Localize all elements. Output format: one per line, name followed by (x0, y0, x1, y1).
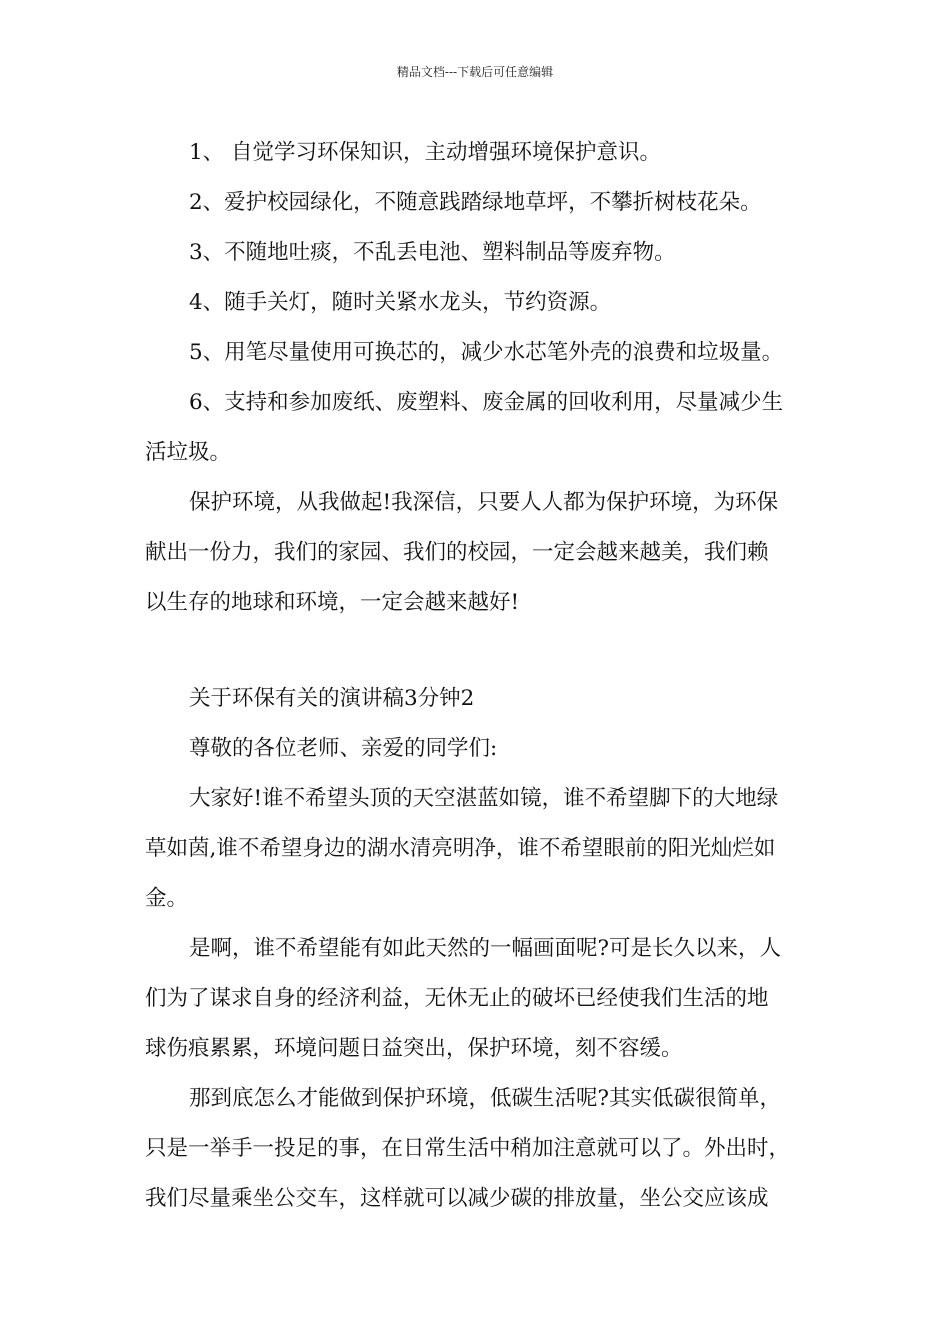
para3-line-2: 只是一举手一投足的事，在日常生活中稍加注意就可以了。外出时， (145, 1136, 791, 1161)
para1-line-2: 草如茵,谁不希望身边的湖水清亮明净，谁不希望眼前的阳光灿烂如 (145, 836, 776, 861)
para2-line-3: 球伤痕累累，环境问题日益突出，保护环境，刻不容缓。 (145, 1036, 683, 1061)
document-body (145, 128, 810, 1224)
closing-line-2: 献出一份力，我们的家园、我们的校园，一定会越来越美，我们赖 (145, 540, 769, 565)
list-item-1: 1、 自觉学习环保知识，主动增强环境保护意识。 (189, 140, 662, 165)
list-item-6-line-2: 活垃圾。 (145, 440, 232, 465)
para2-line-1: 是啊，谁不希望能有如此天然的一幅画面呢?可是长久以来，人 (189, 936, 782, 961)
closing-line-3: 以生存的地球和环境，一定会越来越好! (145, 590, 520, 615)
list-item-5: 5、用笔尽量使用可换芯的，减少水芯笔外壳的浪费和垃圾量。 (189, 340, 784, 365)
closing-line-1: 保护环境，从我做起!我深信，只要人人都为保护环境，为环保 (189, 490, 779, 515)
section-gap (145, 628, 810, 674)
para1-line-1: 大家好!谁不希望头顶的天空湛蓝如镜，谁不希望脚下的大地绿 (189, 786, 779, 811)
salutation: 尊敬的各位老师、亲爱的同学们: (189, 736, 498, 761)
page-header: 精品文档---下载后可任意编辑 (396, 65, 554, 79)
para3-line-3: 我们尽量乘坐公交车，这样就可以减少碳的排放量，坐公交应该成 (145, 1186, 769, 1211)
list-item-4: 4、随手关灯，随时关紧水龙头，节约资源。 (189, 290, 612, 315)
para1-line-3: 金。 (145, 886, 189, 911)
list-item-3: 3、不随地吐痰，不乱丢电池、塑料制品等废弃物。 (189, 240, 676, 265)
list-item-2: 2、爱护校园绿化，不随意践踏绿地草坪，不攀折树枝花朵。 (189, 190, 762, 215)
list-item-6-line-1: 6、支持和参加废纸、废塑料、废金属的回收利用，尽量减少生 (189, 390, 784, 415)
para2-line-2: 们为了谋求自身的经济利益，无休无止的破坏已经使我们生活的地 (145, 986, 769, 1011)
section-title: 关于环保有关的演讲稿3分钟2 (189, 686, 475, 711)
para3-line-1: 那到底怎么才能做到保护环境，低碳生活呢?其实低碳很简单， (189, 1086, 782, 1111)
